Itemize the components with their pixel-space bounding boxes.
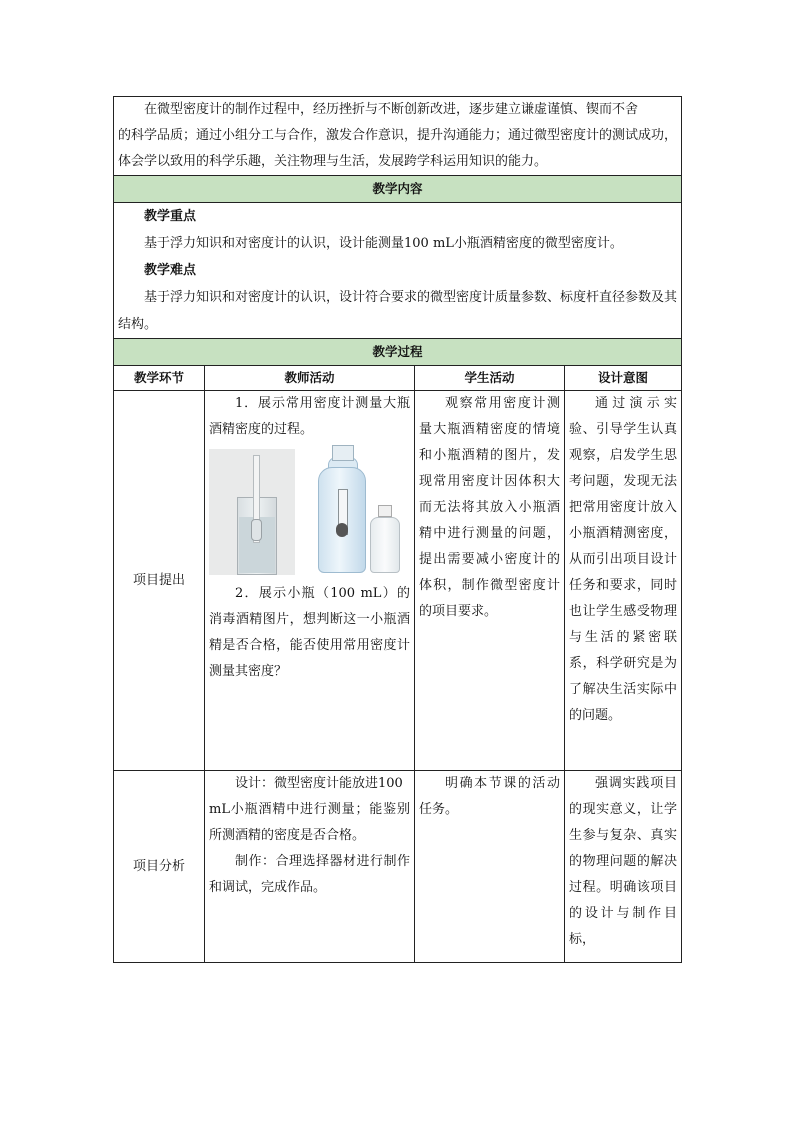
hydrometer-photo [209, 449, 295, 575]
teacher-activity-p2: 2．展示小瓶（100 mL）的消毒酒精图片，想判断这一小瓶酒精是否合格，能否使用常用密度计测量其密度？ [209, 586, 410, 679]
content-header-row [114, 176, 682, 203]
design-intent-cell [565, 391, 682, 771]
content-header: 教学内容 [114, 176, 682, 203]
hydrometer-bulb [251, 519, 262, 541]
design-intent-text: 通过演示实验、引导学生认真观察，启发学生思考问题，发现无法把常用密度计放入小瓶酒精测密度，从而引出项目设计任务和要求，同时也让学生感受物理与生活的紧密联系，科学研究是为了解决生活实际中的问题。 [569, 396, 678, 723]
teacher-activity-cell [205, 771, 415, 963]
student-activity-cell [415, 391, 565, 771]
design-intent-cell [565, 771, 682, 963]
objectives-row [114, 97, 682, 176]
content-body-row [114, 203, 682, 339]
teacher-activity-p2: 制作：合理选择器材进行制作和调试，完成作品。 [209, 854, 410, 895]
col-header-teacher: 教师活动 [205, 366, 415, 391]
stage-cell: 项目提出 [114, 391, 205, 771]
column-header-row [114, 366, 682, 391]
difficulty-text: 基于浮力知识和对密度计的认识，设计符合要求的微型密度计质量参数、标度杆直径参数及其结构。 [118, 290, 678, 332]
col-header-stage: 教学环节 [114, 366, 205, 391]
col-header-intent: 设计意图 [565, 366, 682, 391]
document-page [113, 96, 681, 963]
key-points-text: 基于浮力知识和对密度计的认识，设计能测量100 mL小瓶酒精密度的微型密度计。 [144, 236, 623, 251]
objectives-line1: 在微型密度计的制作过程中，经历挫折与不断创新改进，逐步建立谦虚谨慎、锲而不舍 [144, 102, 639, 117]
table-row [114, 391, 682, 771]
demo-images [209, 445, 410, 575]
lesson-plan-table [113, 96, 682, 963]
student-activity-cell [415, 771, 565, 963]
small-alcohol-bottle-image [369, 505, 399, 571]
teacher-activity-p1b: mL小瓶酒精中进行测量；能鉴别所测酒精的密度是否合格。 [209, 802, 410, 843]
design-intent-text: 强调实践项目的现实意义，让学生参与复杂、真实的物理问题的解决过程。明确该项目的设计与制作目标， [569, 776, 678, 947]
process-header-row [114, 339, 682, 366]
col-header-student: 学生活动 [415, 366, 565, 391]
teacher-activity-cell [205, 391, 415, 771]
student-activity-text: 明确本节课的活动任务。 [419, 776, 560, 817]
teacher-activity-p1a: 设计：微型密度计能放进100 [235, 776, 403, 791]
table-row [114, 771, 682, 963]
stage-cell: 项目分析 [114, 771, 205, 963]
key-points-title: 教学重点 [144, 209, 197, 224]
difficulty-title: 教学难点 [144, 263, 197, 278]
student-activity-text: 观察常用密度计测量大瓶酒精密度的情境和小瓶酒精的图片，发现常用密度计因体积大而无法将其放入小瓶酒精中进行测量的问题，提出需要减小密度计的体积，制作微型密度计的项目要求。 [419, 396, 560, 619]
process-header: 教学过程 [114, 339, 682, 366]
objectives-line2: 的科学品质；通过小组分工与合作，激发合作意识，提升沟通能力；通过微型密度计的测试成功，体会学以致用的科学乐趣，关注物理与生活，发展跨学科运用知识的能力。 [118, 128, 678, 169]
large-alcohol-bottle-image [316, 445, 368, 571]
teacher-activity-p1: 1．展示常用密度计测量大瓶酒精密度的过程。 [209, 396, 410, 437]
